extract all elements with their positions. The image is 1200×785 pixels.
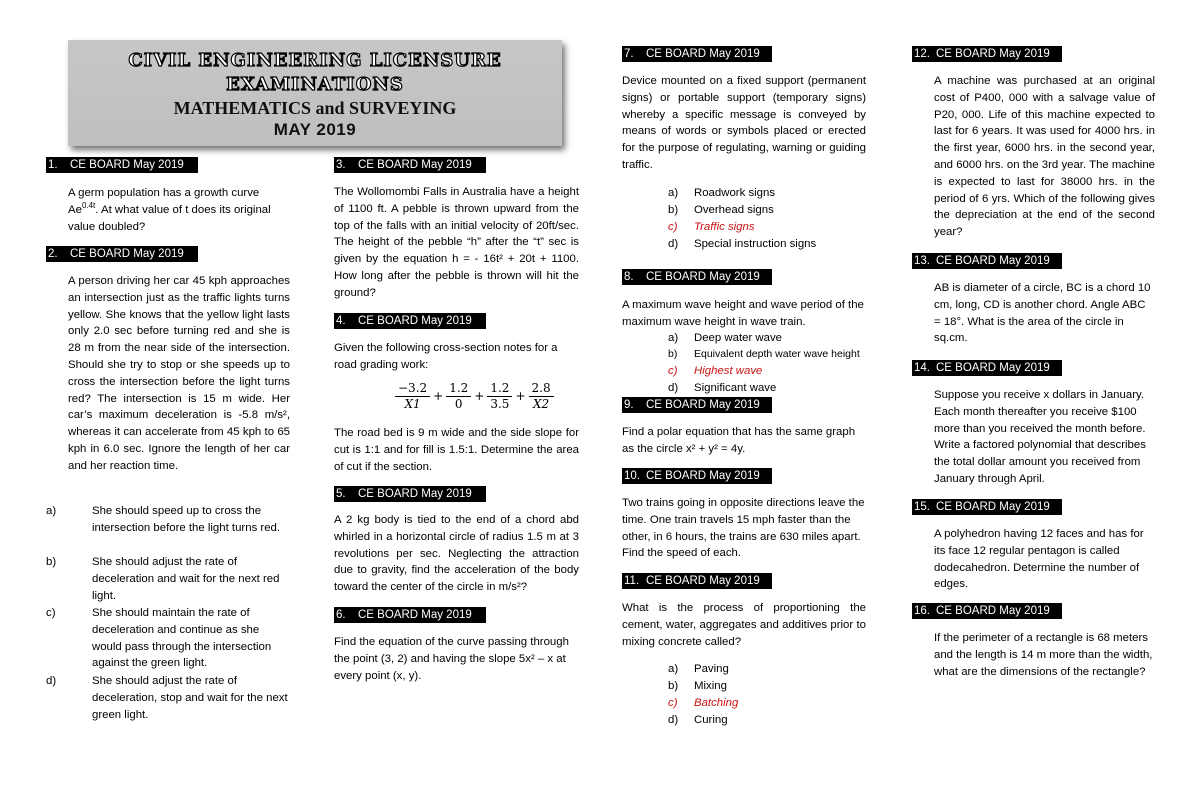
problem-4-text: Given the following cross-section notes for a road grading work:	[334, 342, 558, 371]
fraction-4: $\frac{2.8}{X2}$	[529, 381, 554, 412]
problem-1-text: A germ population has a growth curve $Ae^{0.4t}$. At what value of t does its original value doubled?	[68, 187, 271, 233]
problem-2-option-c: c) She should maintain the rate of deceleration and continue as she would pass through the intersection against the green light.	[46, 607, 272, 670]
problem-3-text: The Wollomombi Falls in Australia have a height of 1100 ft. A pebble is thrown upward from the top of the falls with an initial velocity of 20ft/sec. The height of the pebble “h” after the “t” sec is given by the equation h = - 16t² + 20t + 1100. How long after the pebble is thrown will hit the ground?	[334, 186, 579, 299]
problem-4-fraction-notes: $\frac{-3.2}{X1}$ + $\frac{1.2}{0}$ + $\frac{1.2}{3.5}$ + $\frac{2.8}{X2}$	[394, 381, 555, 412]
fraction-1: $\frac{-3.2}{X1}$	[395, 381, 430, 412]
problem-4-header: 4. CE BOARD May 2019	[334, 313, 486, 329]
problem-8-option-b: b) Equivalent depth water wave height	[668, 348, 860, 360]
problem-16-text: If the perimeter of a rectangle is 68 meters and the length is 14 m more than the width, what are the dimensions of the rectangle?	[934, 632, 1153, 678]
problem-12-text: A machine was purchased at an original cost of P400, 000 with a salvage value of P20, 000. Life of this machine expected to last for 6 years. It was used for 4000 hrs. in the first year, 6000 hrs. in the second year, and 6000 hrs. on the 3rd year. The machine is expected to last for 38000 hrs. in the period of 6 yrs. Which of the following gives the depreciation at the end of the second year?	[934, 75, 1155, 239]
problem-8-option-d: d) Significant wave	[668, 382, 777, 394]
problem-3-header: 3. CE BOARD May 2019	[334, 157, 486, 173]
exam-date: MAY 2019	[273, 120, 357, 139]
problem-2-option-b: b) She should adjust the rate of deceleration and wait for the next red light.	[46, 556, 280, 602]
problem-13-header: 13. CE BOARD May 2019	[912, 253, 1062, 269]
problem-8-option-a: a) Deep water wave	[668, 332, 783, 344]
problem-2-text: A person driving her car 45 kph approaches an intersection just as the traffic lights turns yellow. She knows that the yellow light lasts only 2.0 sec before turning red and she is 28 m from the near side of the intersection. Should she try to stop or she speeds up to cross the intersection before the light turns red? The intersection is 15 m wide. Her car’s maximum deceleration is -5.8 m/s², whereas it can accelerate from 45 kph to 65 kph in 6.0 sec. Ignore the length of her car and her reaction time.	[68, 275, 290, 472]
problem-13-text: AB is diameter of a circle, BC is a chord 10 cm, long, CD is another chord. Angle ABC = 18°. What is the area of the circle in sq.cm.	[934, 282, 1151, 345]
problem-10-text: Two trains going in opposite directions leave the time. One train travels 15 mph faster than the other, in 6 hours, the trains are 630 miles apart. Find the speed of each.	[622, 497, 865, 560]
problem-7-option-a: a) Roadwork signs	[668, 187, 776, 199]
problem-11-header: 11. CE BOARD May 2019	[622, 573, 772, 589]
problem-15-header: 15. CE BOARD May 2019	[912, 499, 1062, 515]
problem-7-header: 7. CE BOARD May 2019	[622, 46, 772, 62]
title-line-2: EXAMINATIONS	[226, 74, 404, 95]
problem-7-option-d: d) Special instruction signs	[668, 238, 817, 250]
problem-6-text: Find the equation of the curve passing through the point (3, 2) and having the slope 5x² – x at every point (x, y).	[334, 636, 569, 682]
problem-8-option-c-answer: c) Highest wave	[668, 365, 763, 377]
problem-2-option-d: d) She should adjust the rate of deceleration, stop and wait for the next green light.	[46, 675, 288, 721]
problem-11-option-d: d) Curing	[668, 714, 728, 726]
problem-15-text: A polyhedron having 12 faces and has for its face 12 regular pentagon is called dodecahedron. Determine the number of edges.	[934, 528, 1144, 591]
title-line-1: CIVIL ENGINEERING LICENSURE	[128, 50, 502, 71]
title-banner	[68, 40, 562, 146]
problem-11-text: What is the process of proportioning the cement, water, aggregates and additives prior to mixing concrete called?	[622, 602, 866, 648]
problem-4-text-2: The road bed is 9 m wide and the side slope for cut is 1:1 and for fill is 1.5:1. Determine the area of cut if the section.	[334, 427, 579, 473]
problem-7-text: Device mounted on a fixed support (permanent signs) or portable support (temporary signs) whereby a specific message is conveyed by means of words or symbols placed or erected for the purpose of regulating, warning or guiding traffic.	[622, 75, 866, 171]
problem-14-header: 14. CE BOARD May 2019	[912, 360, 1062, 376]
problem-7-option-c-answer: c) Traffic signs	[668, 221, 755, 233]
problem-8-text: A maximum wave height and wave period of the maximum wave height in wave train.	[622, 299, 864, 328]
subject-title: MATHEMATICS and SURVEYING	[173, 98, 457, 118]
problem-2-option-a: a) She should speed up to cross the intersection before the light turns red.	[46, 505, 281, 534]
problem-14-text: Suppose you receive x dollars in January. Each month thereafter you receive $100 more than you received the month before. Write a factored polynomial that describes the total dollar amount you received from January through April.	[934, 389, 1146, 485]
problem-7-option-b: b) Overhead signs	[668, 204, 774, 216]
problem-5-header: 5. CE BOARD May 2019	[334, 486, 486, 502]
problem-16-header: 16. CE BOARD May 2019	[912, 603, 1062, 619]
problem-11-option-b: b) Mixing	[668, 680, 727, 692]
problem-8-header: 8. CE BOARD May 2019	[622, 269, 772, 285]
problem-12-header: 12. CE BOARD May 2019	[912, 46, 1062, 62]
problem-6-header: 6. CE BOARD May 2019	[334, 607, 486, 623]
problem-10-header: 10. CE BOARD May 2019	[622, 468, 772, 484]
problem-11-option-c-answer: c) Batching	[668, 697, 739, 709]
problem-9-header: 9. CE BOARD May 2019	[622, 397, 772, 413]
problem-5-text: A 2 kg body is tied to the end of a chord abd whirled in a horizontal circle of radius 1.5 m at 3 revolutions per sec. Neglecting the attraction due to gravity, find the acceleration of the body toward the center of the circle in m/s²?	[334, 514, 579, 594]
problem-2-header: 2. CE BOARD May 2019	[46, 246, 198, 262]
fraction-2: $\frac{1.2}{0}$	[446, 381, 471, 412]
problem-1-header: 1. CE BOARD May 2019	[46, 157, 198, 173]
problem-11-option-a: a) Paving	[668, 663, 729, 675]
problem-9-text: Find a polar equation that has the same graph as the circle x² + y² = 4y.	[622, 426, 856, 455]
fraction-3: $\frac{1.2}{3.5}$	[487, 381, 512, 412]
